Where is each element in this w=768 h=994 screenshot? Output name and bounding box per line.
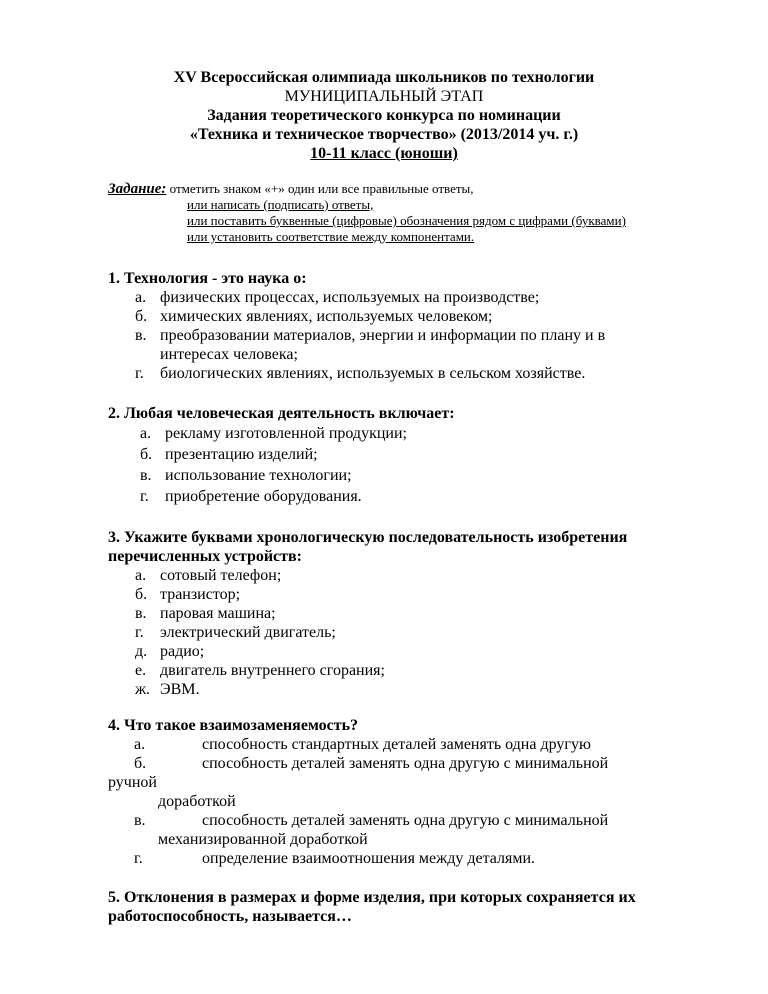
- q4-option-c: в. способность деталей заменять одна другую с минимальной: [134, 812, 609, 829]
- q4-option-a: а. способность стандартных деталей заменять одна другую: [134, 736, 591, 753]
- question-5-title-line-2: работоспособность, называется…: [108, 908, 352, 925]
- olympiad-title: XV Всероссийская олимпиада школьников по технологии: [173, 69, 595, 86]
- q2-option-b: б. презентацию изделий;: [140, 446, 318, 463]
- q4-option-b-continuation-1: ручной: [108, 774, 157, 791]
- contest-title: Задания теоретического конкурса по номинации: [207, 107, 561, 124]
- q3-option-b: б. транзистор;: [135, 586, 241, 603]
- question-4: [108, 716, 728, 868]
- question-2: [108, 404, 728, 507]
- q1-option-b: б. химических явлениях, используемых человеком;: [135, 308, 493, 325]
- q3-option-g: ж. ЭВМ.: [135, 681, 200, 698]
- q2-option-d: г. приобретение оборудования.: [140, 488, 362, 505]
- question-2-title: 2. Любая человеческая деятельность включает:: [108, 405, 455, 422]
- question-5-title-line-1: 5. Отклонения в размерах и форме изделия, при которых сохраняется их: [108, 889, 636, 906]
- q1-option-c: в. преобразовании материалов, энергии и информации по плану и в: [135, 327, 606, 344]
- q1-option-d: г. биологических явлениях, используемых в сельском хозяйстве.: [135, 365, 586, 382]
- q2-option-c: в. использование технологии;: [140, 467, 352, 484]
- nomination-title: «Техника и техническое творчество» (2013/2014 уч. г.): [189, 126, 579, 143]
- question-3-title-line-1: 3. Укажите буквами хронологическую последовательность изобретения: [108, 529, 628, 546]
- question-1-title: 1. Технология - это наука о:: [108, 270, 307, 287]
- q3-option-e: д. радио;: [135, 643, 205, 660]
- question-4-title: 4. Что такое взаимозаменяемость?: [108, 717, 359, 734]
- q4-option-b: б. способность деталей заменять одна другую с минимальной: [134, 755, 609, 772]
- question-1: [108, 269, 728, 383]
- q3-option-d: г. электрический двигатель;: [135, 624, 336, 641]
- q1-option-c-continuation: интересах человека;: [160, 346, 298, 363]
- document-header: [0, 68, 768, 163]
- q3-option-a: а. сотовый телефон;: [135, 567, 282, 584]
- task-line-4: или установить соответствие между компонентами.: [187, 229, 475, 244]
- question-3-title-line-2: перечисленных устройств:: [108, 548, 302, 565]
- task-line-3: или поставить буквенные (цифровые) обозначения рядом с цифрами (буквами): [187, 213, 626, 228]
- grade-title: 10-11 класс (юноши): [310, 145, 458, 162]
- question-3: [108, 528, 728, 699]
- q3-option-c: в. паровая машина;: [135, 605, 276, 622]
- q4-option-d: г. определение взаимоотношения между деталями.: [134, 850, 536, 867]
- q3-option-f: е. двигатель внутреннего сгорания;: [135, 662, 385, 679]
- task-line-1: отметить знаком «+» один или все правильные ответы,: [166, 181, 474, 196]
- task-label: Задание:: [108, 181, 167, 197]
- question-5: [108, 888, 728, 926]
- task-instructions: [108, 181, 728, 245]
- q2-option-a: а. рекламу изготовленной продукции;: [140, 425, 407, 442]
- stage-title: МУНИЦИПАЛЬНЫЙ ЭТАП: [284, 88, 484, 105]
- q4-option-c-continuation: механизированной доработкой: [158, 831, 368, 848]
- q4-option-b-continuation-2: доработкой: [158, 793, 236, 810]
- task-line-2: или написать (подписать) ответы,: [187, 197, 374, 212]
- q1-option-a: а. физических процессах, используемых на производстве;: [135, 289, 540, 306]
